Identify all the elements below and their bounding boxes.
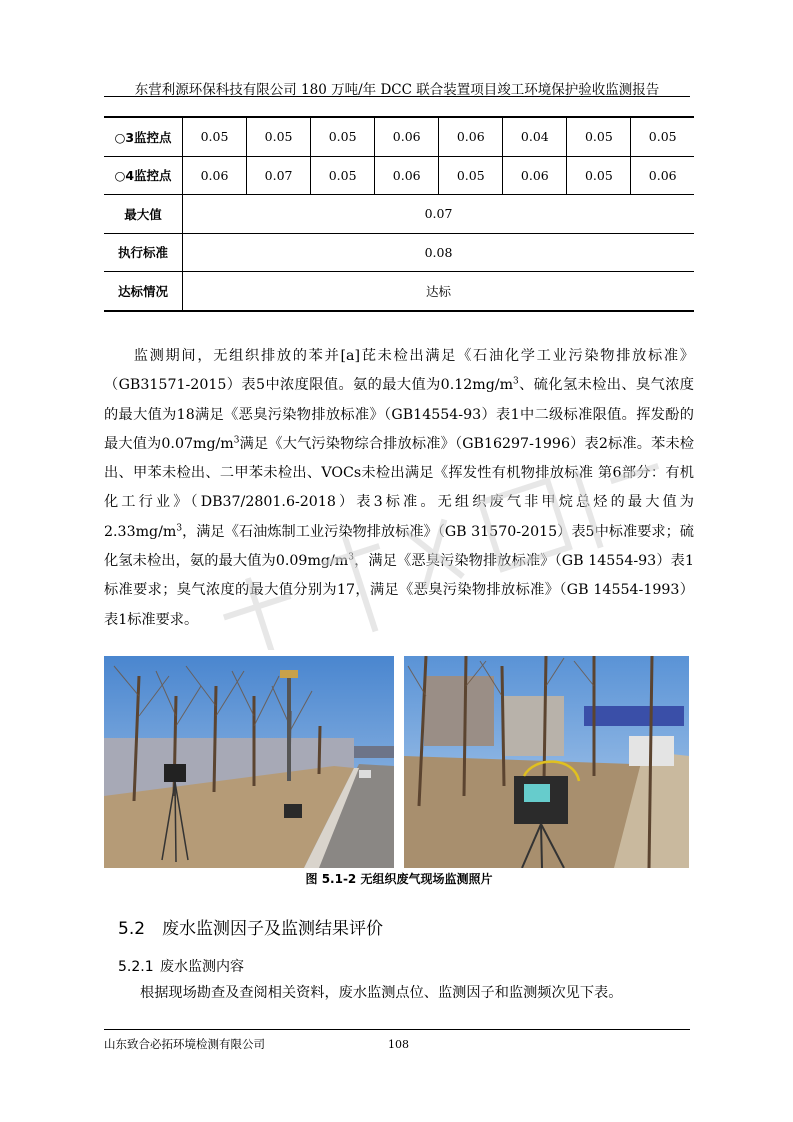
header-title: 东营利源环保科技有限公司 180 万吨/年 DCC 联合装置项目竣工环境保护验收监测报告 <box>134 82 660 98</box>
field-photo-right <box>404 656 689 868</box>
subsection-number: 5.2.1 <box>118 959 154 975</box>
row-label: ○4监控点 <box>104 156 183 195</box>
header-divider <box>104 96 690 97</box>
table-cell: 0.06 <box>375 156 439 195</box>
footer-company: 山东致合必拓环境检测有限公司 <box>104 1037 265 1051</box>
table-cell: 0.04 <box>503 118 567 156</box>
field-photo-left <box>104 656 394 868</box>
standard-value-cell: 0.08 <box>183 233 695 272</box>
figure-caption: 图 5.1-2 无组织废气现场监测照片 <box>305 872 493 886</box>
table-cell: 0.05 <box>311 156 375 195</box>
table-row <box>104 233 694 272</box>
results-paragraph: 监测期间，无组织排放的苯并[a]芘未检出满足《石油化学工业污染物排放标准》（GB31571-2015）表5中浓度限值。氨的最大值为$0.12mg/m^3$、硫化氢未检出、臭气浓度的最大值为18满足《恶臭污染物排放标准》（GB14554-93）表1中二级标准限值。挥发酚的最大值为$0.07mg/m^3$满足《大气污染物综合排放标准》（GB16297-1996）表2标准。苯未检出、甲苯未检出、二甲苯未检出、VOCs未检出满足《挥发性有机物排放标准 第6部分：有机化工行业》（DB37/2801.6-2018）表3标准。无组织废气非甲烷总烃的最大值为$2.33mg/m^3$，满足《石油炼制工业污染物排放标准》（GB 31570-2015）表5中标准要求；硫化氢未检出，氨的最大值为$0.09mg/m^3$，满足《恶臭污染物排放标准》（GB 14554-93）表1标准要求；臭气浓度的最大值分别为17，满足《恶臭污染物排放标准》（GB 14554-1993）表1标准要求。 <box>104 348 694 628</box>
section-title: 废水监测因子及监测结果评价 <box>162 919 383 939</box>
table-cell: 0.05 <box>631 118 694 156</box>
table-cell: 0.07 <box>247 156 311 195</box>
table-cell: 0.05 <box>567 156 631 195</box>
table-row <box>104 272 694 311</box>
page-number: 108 <box>388 1038 409 1051</box>
compliance-value-cell: 达标 <box>183 272 695 311</box>
table-cell: 0.05 <box>311 118 375 156</box>
body-text: 根据现场勘查及查阅相关资料，废水监测点位、监测因子和监测频次见下表。 <box>140 985 623 1001</box>
table-cell: 0.06 <box>631 156 694 195</box>
section-heading <box>118 914 383 939</box>
table-row <box>104 118 694 156</box>
table-cell: 0.06 <box>439 118 503 156</box>
table-cell: 0.06 <box>183 156 247 195</box>
max-value-cell: 0.07 <box>183 195 695 234</box>
table-cell: 0.05 <box>439 156 503 195</box>
table-cell: 0.05 <box>567 118 631 156</box>
table-cell: 0.05 <box>247 118 311 156</box>
table-cell: 0.06 <box>375 118 439 156</box>
footer-divider <box>104 1029 690 1030</box>
table-cell: 0.05 <box>183 118 247 156</box>
table-row <box>104 156 694 195</box>
row-label: ○3监控点 <box>104 118 183 156</box>
subsection-title: 废水监测内容 <box>160 959 244 975</box>
section-number: 5.2 <box>118 919 146 939</box>
table-cell: 0.06 <box>503 156 567 195</box>
row-label: 执行标准 <box>104 233 183 272</box>
table-row <box>104 195 694 234</box>
monitoring-table <box>104 118 694 312</box>
row-label: 最大值 <box>104 195 183 234</box>
subsection-heading <box>118 956 244 976</box>
row-label: 达标情况 <box>104 272 183 311</box>
